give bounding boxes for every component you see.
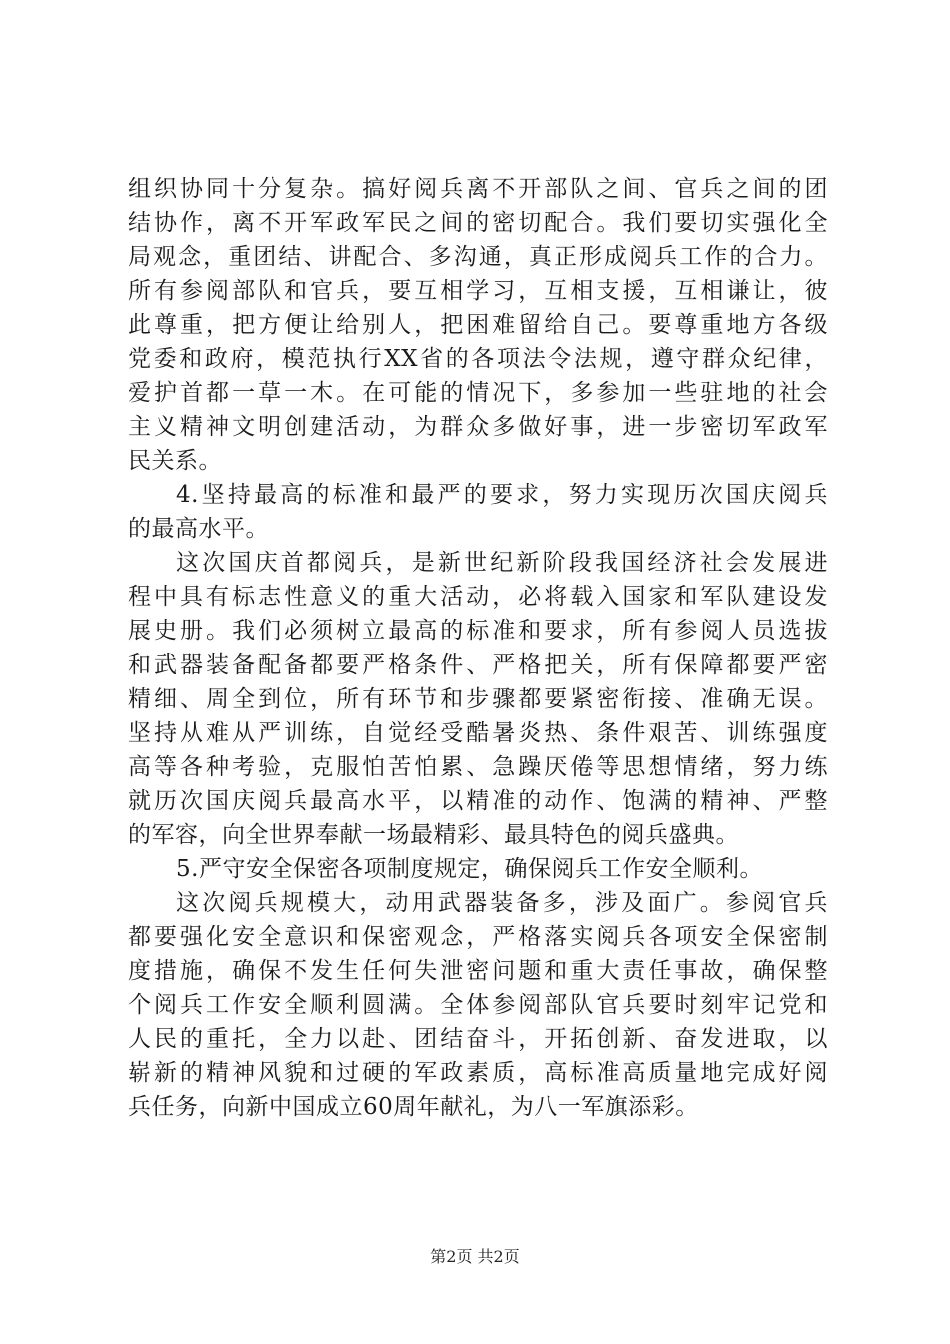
text-line: 兵任务，向新中国成立60周年献礼，为八一军旗添彩。 (128, 1094, 699, 1120)
text-line: 精细、周全到位，所有环节和步骤都要紧密衔接、准确无误。 (128, 686, 828, 712)
text-line: 所有参阅部队和官兵，要互相学习，互相支援，互相谦让，彼 (128, 278, 828, 304)
text-line: 都要强化安全意识和保密观念，严格落实阅兵各项安全保密制 (128, 924, 828, 950)
text-line: 程中具有标志性意义的重大活动，必将载入国家和军队建设发 (128, 584, 828, 610)
text-line: 此尊重，把方便让给别人，把困难留给自己。要尊重地方各级 (128, 312, 828, 338)
text-line: 这次国庆首都阅兵，是新世纪新阶段我国经济社会发展进 (176, 550, 828, 576)
text-line: 的最高水平。 (128, 516, 269, 542)
text-line: 展史册。我们必须树立最高的标准和要求，所有参阅人员选拔 (128, 618, 828, 644)
text-line: 5.严守安全保密各项制度规定，确保阅兵工作安全顺利。 (176, 856, 763, 882)
text-line: 爱护首都一草一木。在可能的情况下，多参加一些驻地的社会 (128, 380, 828, 406)
text-line: 就历次国庆阅兵最高水平，以精准的动作、饱满的精神、严整 (128, 788, 828, 814)
text-line: 主义精神文明创建活动，为群众多做好事，进一步密切军政军 (128, 414, 828, 440)
text-line: 局观念，重团结、讲配合、多沟通，真正形成阅兵工作的合力。 (128, 244, 828, 270)
text-line: 高等各种考验，克服怕苦怕累、急躁厌倦等思想情绪，努力练 (128, 754, 828, 780)
text-line: 度措施，确保不发生任何失泄密问题和重大责任事故，确保整 (128, 958, 828, 984)
text-line: 和武器装备配备都要严格条件、严格把关，所有保障都要严密 (128, 652, 828, 678)
text-line: 4.坚持最高的标准和最严的要求，努力实现历次国庆阅兵 (176, 482, 828, 508)
text-line: 个阅兵工作安全顺利圆满。全体参阅部队官兵要时刻牢记党和 (128, 992, 828, 1018)
text-line: 人民的重托，全力以赴、团结奋斗，开拓创新、奋发进取，以 (128, 1026, 828, 1052)
text-line: 这次阅兵规模大，动用武器装备多，涉及面广。参阅官兵 (176, 890, 828, 916)
text-line: 的军容，向全世界奉献一场最精彩、最具特色的阅兵盛典。 (128, 822, 739, 848)
text-line: 坚持从难从严训练，自觉经受酷暑炎热、条件艰苦、训练强度 (128, 720, 828, 746)
document-body (128, 172, 828, 1124)
text-line: 党委和政府，模范执行XX省的各项法令法规，遵守群众纪律， (128, 346, 828, 372)
text-line: 组织协同十分复杂。搞好阅兵离不开部队之间、官兵之间的团 (128, 176, 828, 202)
text-line: 崭新的精神风貌和过硬的军政素质，高标准高质量地完成好阅 (128, 1060, 828, 1086)
page-footer: 第2页 共2页 (430, 1247, 520, 1266)
text-line: 民关系。 (128, 448, 222, 474)
text-line: 结协作，离不开军政军民之间的密切配合。我们要切实强化全 (128, 210, 828, 236)
